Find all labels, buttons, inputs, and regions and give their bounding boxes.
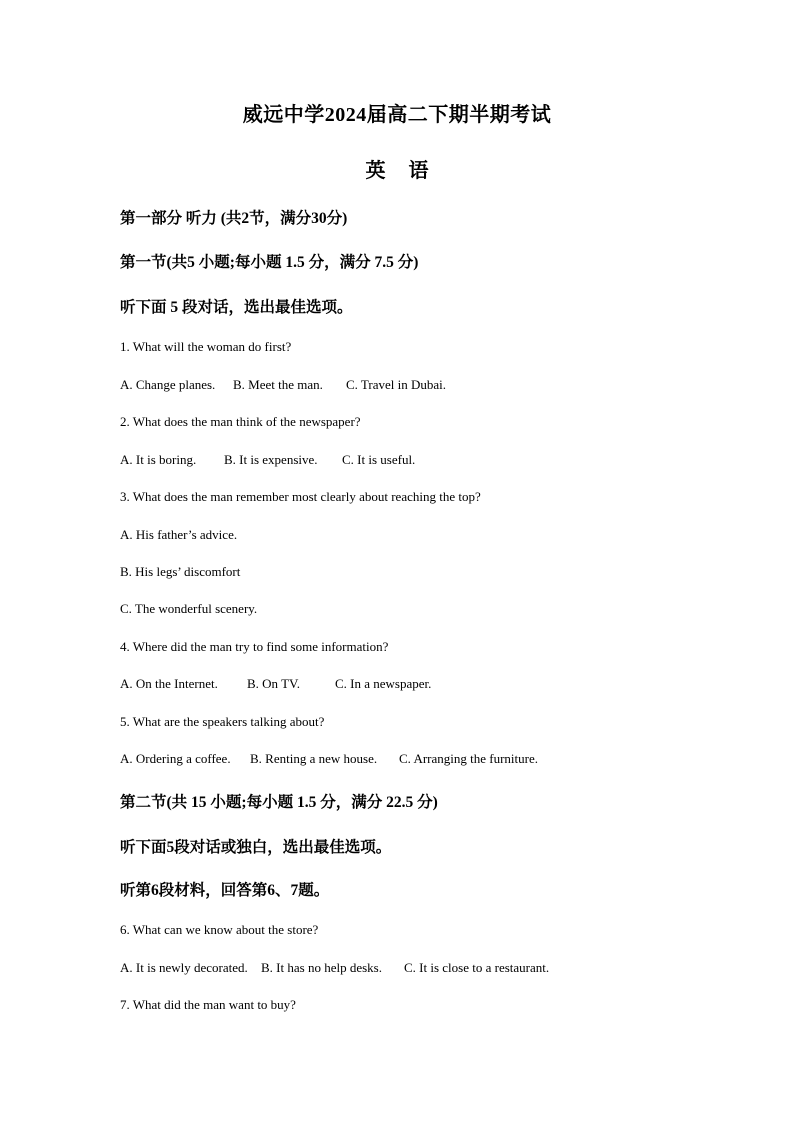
option: C. It is useful.: [342, 452, 416, 467]
option-row: [120, 452, 415, 468]
question-text: 1. What will the woman do first?: [120, 339, 292, 354]
option-row: [120, 751, 538, 767]
option: C. In a newspaper.: [335, 676, 432, 691]
part-heading: 第一部分 听力 (共2节，满分30分): [120, 210, 348, 227]
page-title: 威远中学2024届高二下期半期考试: [242, 104, 552, 126]
option: A. On the Internet.: [120, 676, 218, 691]
subject-title: 英 语: [365, 160, 429, 182]
question-text: 2. What does the man think of the newspaper?: [120, 414, 361, 429]
option: B. Renting a new house.: [250, 751, 378, 766]
option: A. It is boring.: [120, 452, 197, 467]
option: C. Arranging the furniture.: [399, 751, 538, 766]
question-text: 6. What can we know about the store?: [120, 922, 319, 937]
option: B. Meet the man.: [233, 377, 323, 392]
section-instruction: 听第6段材料，回答第6、7题。: [120, 882, 330, 899]
option: A. Change planes.: [120, 377, 216, 392]
option-row: [120, 960, 549, 976]
option: A. It is newly decorated.: [120, 960, 248, 975]
option-row: [120, 676, 431, 692]
section-instruction: 听下面5段对话或独白，选出最佳选项。: [120, 839, 392, 856]
option: C. The wonderful scenery.: [120, 601, 258, 616]
section-heading: 第一节(共5 小题;每小题 1.5 分，满分 7.5 分): [120, 254, 419, 271]
option: A. Ordering a coffee.: [120, 751, 231, 766]
section-heading: 第二节(共 15 小题;每小题 1.5 分，满分 22.5 分): [120, 794, 438, 811]
option: A. His father’s advice.: [120, 527, 238, 542]
option: B. His legs’ discomfort: [120, 564, 241, 579]
question-text: 4. Where did the man try to find some information?: [120, 639, 389, 654]
section-instruction: 听下面 5 段对话，选出最佳选项。: [120, 299, 353, 316]
option: B. It is expensive.: [224, 452, 318, 467]
question-text: 5. What are the speakers talking about?: [120, 714, 325, 729]
option: C. It is close to a restaurant.: [404, 960, 550, 975]
option: B. It has no help desks.: [261, 960, 382, 975]
option: C. Travel in Dubai.: [346, 377, 447, 392]
question-text: 7. What did the man want to buy?: [120, 997, 296, 1012]
option-row: [120, 377, 446, 393]
option: B. On TV.: [247, 676, 300, 691]
question-text: 3. What does the man remember most clearly about reaching the top?: [120, 489, 481, 504]
